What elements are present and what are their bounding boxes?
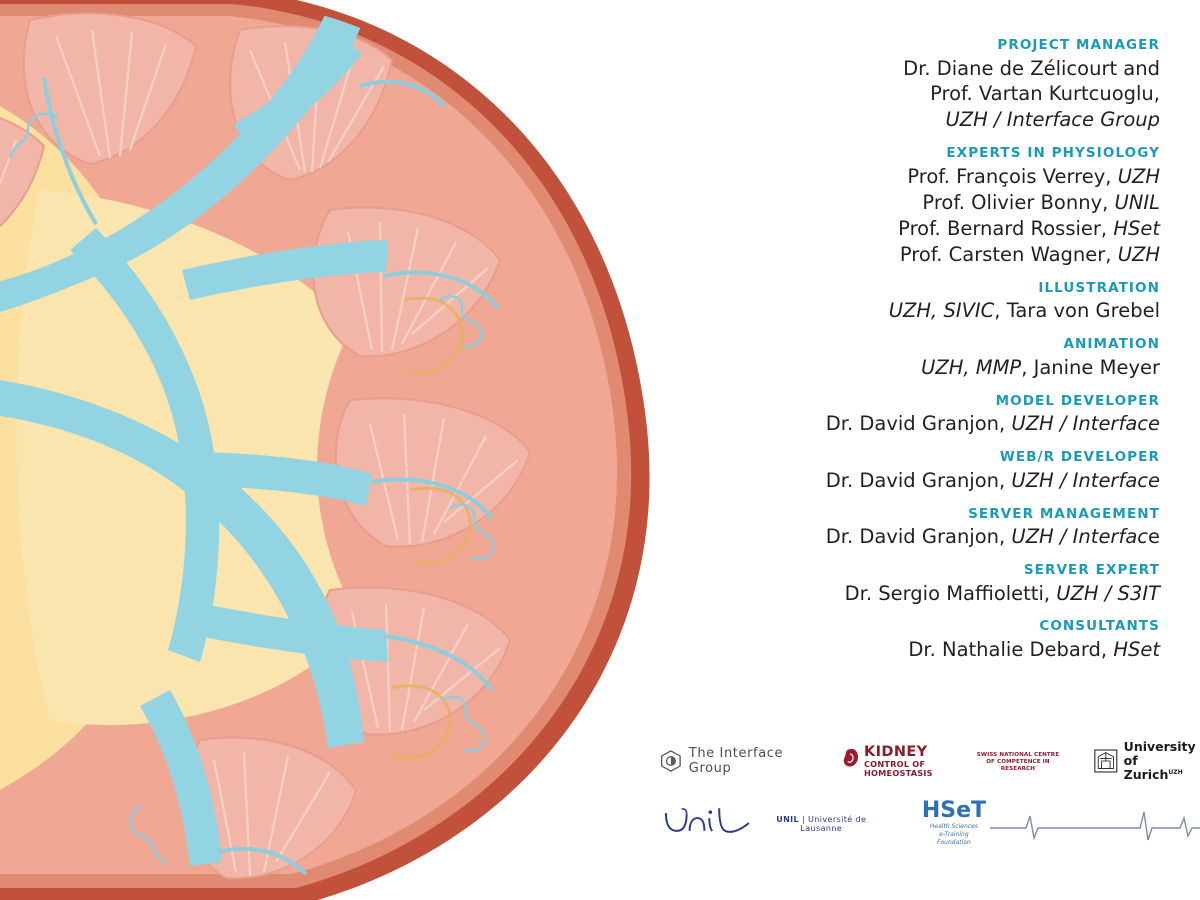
credit-role: SERVER MANAGEMENT [968,505,1160,522]
unil-wordmark-icon [660,805,755,841]
credit-affiliation: UZH [1117,164,1160,188]
unil-logo [660,805,888,841]
credit-person: Dr. David Granjon, [825,525,1012,549]
credit-role: WEB/R DEVELOPER [999,449,1160,466]
credit-person: , Tara von Grebel [994,299,1160,323]
credit-affiliation: HSet [1113,638,1160,662]
credit-role: EXPERTS IN PHYSIOLOGY [946,145,1160,162]
credit-block [640,617,1160,662]
credit-affiliation: UZH, MMP [921,355,1022,379]
credit-role: CONSULTANTS [1039,618,1160,635]
credit-name [640,468,1160,494]
credit-person: , Janine Meyer [1021,355,1160,379]
interface-group-icon [660,748,682,774]
credit-affiliation: UZH [1117,242,1160,266]
credit-person: Prof. François Verrey, [907,164,1118,188]
credit-role: ANIMATION [1063,336,1160,353]
credit-name [640,242,1160,268]
hset-sub-line2: e-Training [939,830,969,838]
credit-affiliation: UZH / S3IT [1056,581,1160,605]
kidney-logo-footnote-2: OF COMPETENCE IN RESEARCH [986,759,1050,772]
interface-group-logo [660,746,807,776]
credit-role: MODEL DEVELOPER [995,392,1160,409]
logo-row-secondary [660,800,1200,846]
credit-affiliation: UZH, SIVIC [888,299,995,323]
interface-group-name: The Interface Group [688,746,784,776]
kidney-logo-title: KIDNEY [863,743,928,760]
hset-ecg-line-icon [990,806,1200,846]
credit-block [640,36,1160,133]
hset-sub-line3: Foundation [937,838,971,846]
credit-block [640,392,1160,437]
logo-row-primary [660,740,1200,782]
credit-name [640,411,1160,437]
credit-role: PROJECT MANAGER [997,37,1160,53]
credit-block [640,505,1160,550]
credit-affiliation: UZH / Interface Group [945,108,1160,132]
kidney-logo-footnote-1: SWISS NATIONAL CENTRE [976,752,1060,759]
credit-person: Prof. Bernard Rossier, [898,216,1114,240]
credit-name [640,164,1160,190]
credit-affiliation: HSet [1113,216,1160,240]
credit-block [640,279,1160,324]
credit-affiliation: UNIL [1114,190,1160,214]
credits-list [640,36,1180,674]
credit-name [640,355,1160,381]
credit-person: Dr. David Granjon, [825,468,1012,492]
credit-person: e [1148,525,1160,549]
kidney-nccr-logo [841,745,1060,777]
hset-logo [922,800,1200,846]
credit-block [640,144,1160,267]
credit-role: SERVER EXPERT [1023,562,1160,578]
credit-name [640,81,1160,107]
logo-bar [660,740,1200,880]
credit-role: ILLUSTRATION [1038,279,1160,296]
credit-person: Dr. Nathalie Debard, [908,638,1114,662]
credit-person: Dr. Diane de Zélicourt and [903,56,1160,80]
credit-person: Dr. Sergio Maffioletti, [844,581,1057,605]
unil-tagline-bold: UNIL [776,815,800,825]
credit-affiliation: UZH / Interface [1011,468,1160,492]
credit-name [640,524,1160,550]
credit-block [640,448,1160,493]
credit-name [640,637,1160,663]
credit-name [640,56,1160,82]
credit-person: Prof. Carsten Wagner, [899,242,1118,266]
credit-name [640,190,1160,216]
credit-block [640,561,1160,606]
uzh-logo [1094,740,1200,782]
credit-affiliation: UZH / Interface [1011,412,1160,436]
hset-wordmark: HSeT [921,798,986,823]
credit-person: Dr. David Granjon, [825,412,1012,436]
uzh-logo-line1: University of [1123,739,1196,768]
credit-name [640,581,1160,607]
hset-sub-line1: Health Sciences [929,823,978,830]
credit-name [640,216,1160,242]
uzh-logo-line2: Zurich [1123,767,1169,782]
credit-affiliation: UZH / Interfac [1011,525,1148,549]
kidney-logo-subtitle: CONTROL OF HOMEOSTASIS [863,759,933,778]
kidney-shape-icon [841,745,859,771]
credit-block [640,335,1160,380]
credit-name [640,107,1160,133]
unil-tagline-rest: | Université de Lausanne [799,815,867,834]
credit-person: Prof. Vartan Kurtcuoglu, [930,82,1160,106]
credit-person: Prof. Olivier Bonny, [922,190,1115,214]
credit-name [640,298,1160,324]
uzh-crest-icon [1094,747,1118,775]
uzh-logo-sup: UZH [1168,768,1183,776]
